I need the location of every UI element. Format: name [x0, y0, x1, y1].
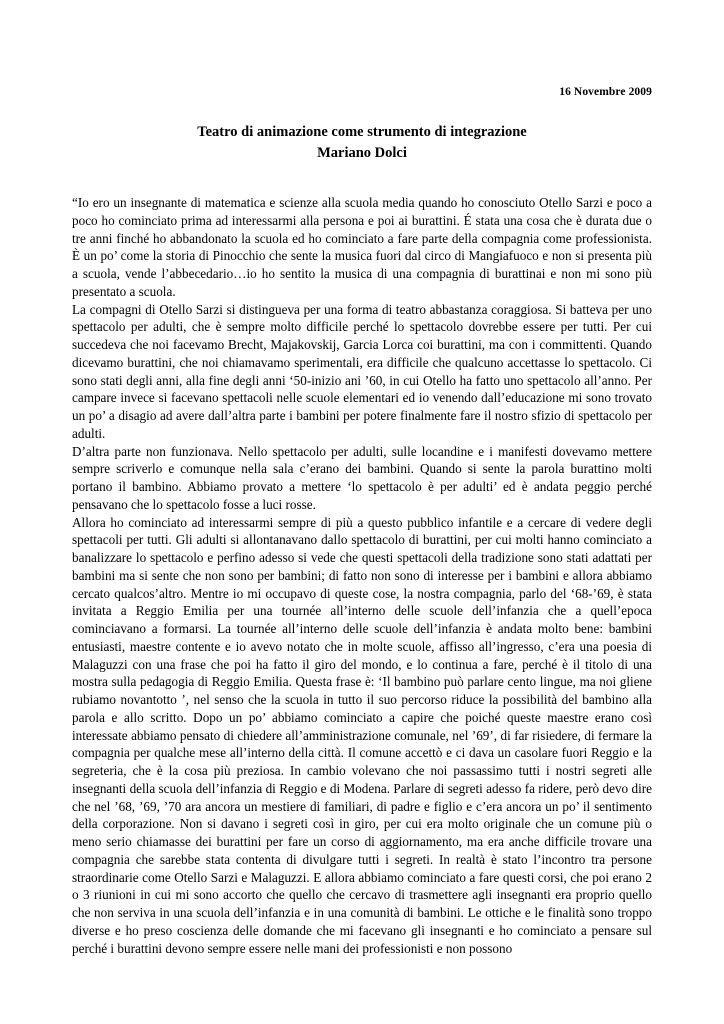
page-title: Teatro di animazione come strumento di integrazione	[197, 124, 527, 140]
paragraph: “Io ero un insegnante di matematica e scienze alla scuola media quando ho conosciuto Otello Sarzi e poco a poco ho cominciato prima ad interessarmi alla persona e poi ai burattini. É stata una cosa che è durata due o tre anni finché ho abbandonato la scuola ed ho cominciato a fare parte della compagnia come professionista. È un po’ come la storia di Pinocchio che sente la musica fuori dal circo di Mangiafuoco e non si presenta più a scuola, vende l’abbecedario…io ho sentito la musica di una compagnia di burattinai e non mi sono più presentato a scuola.	[72, 195, 652, 299]
paragraph: La compagni di Otello Sarzi si distingueva per una forma di teatro abbastanza coraggiosa. Si batteva per uno spettacolo per adulti, che è sempre molto difficile perché lo spettacolo dovrebbe essere per tutti. Per cui succedeva che noi facevamo Brecht, Majakovskij, Garcia Lorca coi burattini, ma con i committenti. Quando dicevamo burattini, che noi chiamavamo sperimentali, era difficile che qualcuno accettasse lo spettacolo. Ci sono stati degli anni, alla fine degli anni ‘50-inizio ani ’60, in cui Otello ha fatto uno spettacolo all’anno. Per campare invece si facevano spettacoli nelle scuole elementari ed io venendo dall’educazione mi sono trovato un po’ a disagio ad avere dall’altra parte i bambini per potere finalmente fare il nostro sfizio di spettacolo per adulti.	[72, 301, 652, 441]
document-body	[72, 194, 652, 957]
document-date: 16 Novembre 2009	[559, 86, 652, 98]
document-author: Mariano Dolci	[317, 145, 407, 162]
paragraph: Allora ho cominciato ad interessarmi sempre di più a questo pubblico infantile e a cercare di vedere degli spettacoli per tutti. Gli adulti si allontanavano dallo spettacolo di burattini, per cui molti hanno cominciato a banalizzare lo spettacolo e perfino adesso si vede che questi spettacoli della tradizione sono stati adattati per bambini ma si sente che non sono per bambini; di fatto non sono di interesse per i bambini e allora abbiamo cercato qualcos’altro. Mentre io mi occupavo di queste cose, la nostra compagnia, parlo del ‘68-’69, è stata invitata a Reggio Emilia per una tournée all’interno delle scuole dell’infanzia che a quell’epoca cominciavano a formarsi. La tournée all’interno delle scuole dell’infanzia è andata molto bene: bambini entusiasti, maestre contente e io avevo notato che in molte scuole, affisso all’ingresso, c’era una poesia di Malaguzzi con una frase che poi ha fatto il giro del mondo, e lo continua a fare, perché è il titolo di una mostra sulla pedagogia di Reggio Emilia. Questa frase è: ‘Il bambino può parlare cento lingue, ma noi gliene rubiamo novantotto ’, nel senso che la scuola in tutto il suo percorso riduce la possibilità del bambino alla parola e allo scritto. Dopo un po’ abbiamo cominciato a capire che poiché queste maestre erano così interessate abbiamo pensato di chiedere all’amministrazione comunale, nel ’69’, di far risiedere, di fermare la compagnia per qualche mese all’interno della città. Il comune accettò e ci dava un casolare fuori Reggio e la segreteria, che è la cosa più preziosa. In cambio volevano che noi passassimo tutti i nostri segreti alle insegnanti della scuola dell’infanzia di Reggio e di Modena. Parlare di segreti adesso fa ridere, però devo dire che nel ’68, ’69, ’70 ara ancora un mestiere di familiari, di padre e figlio e c’era ancora un po’ il sentimento della corporazione. Non si davano i segreti così in giro, per cui era molto originale che un comune più o meno serio chiamasse dei burattini per fare un corso di aggiornamento, ma era anche difficile trovare una compagnia che sarebbe stata contenta di divulgare tutti i segreti. In realtà è stato l’incontro tra persone straordinarie come Otello Sarzi e Malaguzzi. E allora abbiamo cominciato a fare questi corsi, che poi erano 2 o 3 riunioni in cui mi sono accorto che quello che cercavo di trasmettere agli insegnanti era proprio quello che non serviva in una scuola dell’infanzia e in una comunità di bambini. Le ottiche e le finalità sono troppo diverse e ho preso coscienza delle domande che mi facevano gli insegnanti e ho cominciato a pensare sul perché i burattini devono sempre essere nelle mani dei professionisti e non possono	[72, 514, 652, 956]
paragraph: D’altra parte non funzionava. Nello spettacolo per adulti, sulle locandine e i manifesti dovevamo mettere sempre scriverlo e comunque nella sala c’erano dei bambini. Quando si sente la parola burattino molti portano il bambino. Abbiamo provato a mettere ‘lo spettacolo è per adulti’ ed è andata peggio perché pensavano che lo spettacolo fosse a luci rosse.	[72, 443, 652, 512]
